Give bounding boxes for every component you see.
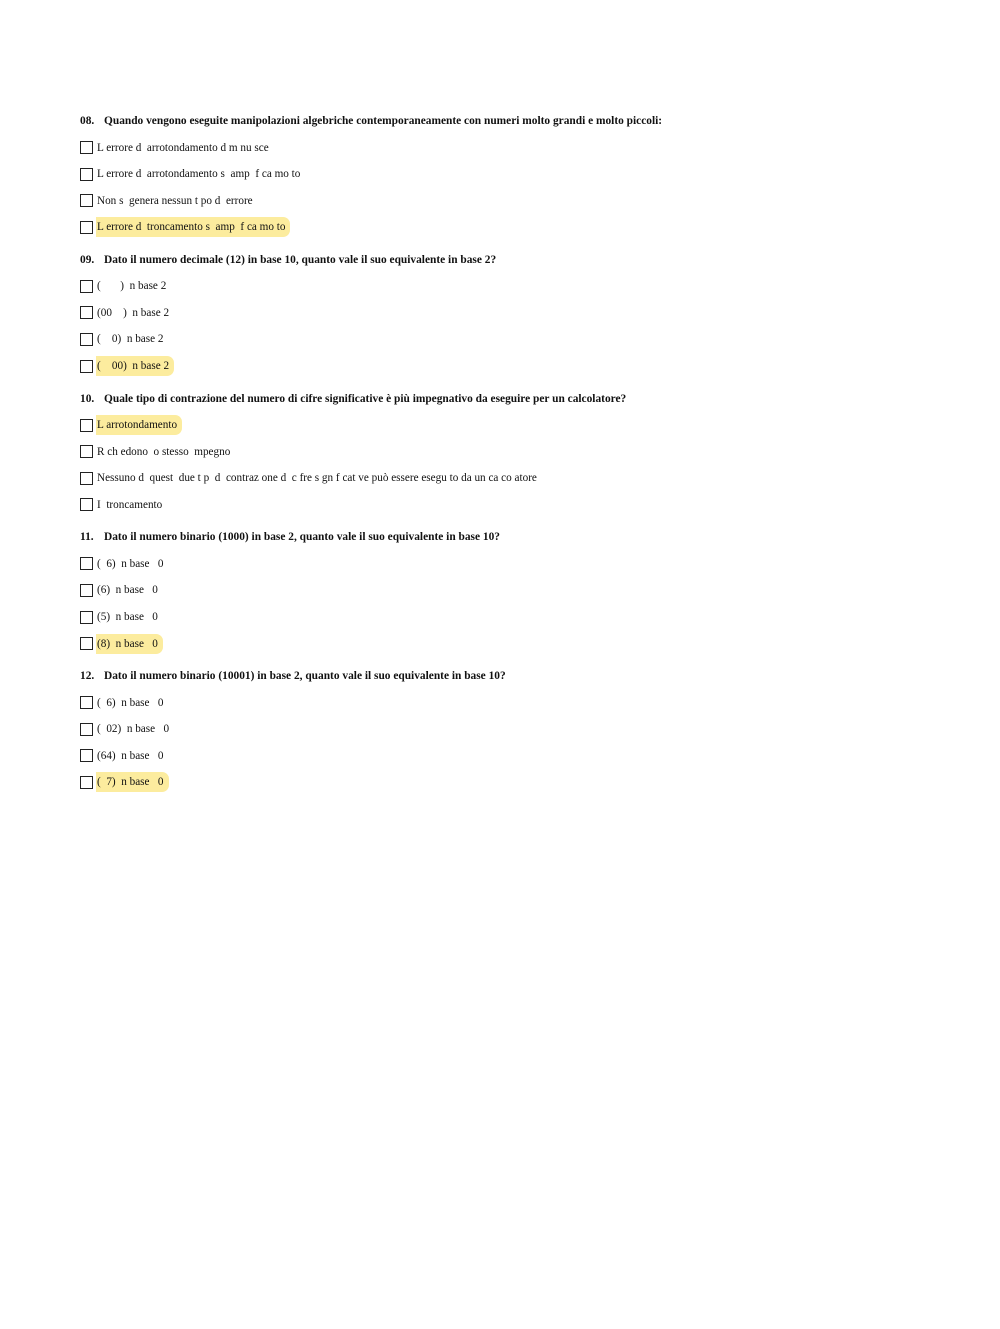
checkbox[interactable] [80, 611, 93, 624]
answer-option[interactable] [80, 694, 940, 712]
answer-option[interactable] [80, 555, 940, 573]
answer-option[interactable] [80, 443, 940, 461]
question-number: 12. [80, 670, 95, 683]
option-text: L errore d arrotondamento d m nu sce [97, 141, 269, 154]
option-text: ( 02) n base 0 [97, 723, 170, 736]
answer-option[interactable] [80, 720, 940, 738]
option-text: ( 7) n base 0 [96, 772, 169, 792]
option-text: (6) n base 0 [97, 584, 158, 597]
question-text: Dato il numero decimale (12) in base 10, quanto vale il suo equivalente in base 2? [104, 253, 497, 266]
question-11 [80, 528, 940, 652]
checkbox[interactable] [80, 333, 93, 346]
question-number: 09. [80, 253, 95, 266]
checkbox[interactable] [80, 749, 93, 762]
question-09 [80, 251, 940, 375]
option-text: (8) n base 0 [96, 634, 163, 654]
checkbox[interactable] [80, 306, 93, 319]
answer-option[interactable] [80, 608, 940, 626]
answer-option[interactable] [80, 469, 940, 487]
option-text: ( ) n base 2 [97, 280, 167, 293]
question-heading [80, 390, 940, 408]
question-text: Quale tipo di contrazione del numero di cifre significative è più impegnativo da eseguire per un calcolatore? [104, 392, 627, 405]
checkbox[interactable] [80, 194, 93, 207]
checkbox[interactable] [80, 472, 93, 485]
option-text: (00 ) n base 2 [97, 306, 170, 319]
answer-option[interactable] [80, 192, 940, 210]
option-text: ( 6) n base 0 [97, 557, 164, 570]
question-text: Dato il numero binario (10001) in base 2, quanto vale il suo equivalente in base 10? [104, 670, 506, 683]
checkbox[interactable] [80, 221, 93, 234]
option-text: Nessuno d quest due t p d contraz one d c fre s gn f cat ve può essere esegu to da un ca co atore [97, 472, 537, 485]
question-number: 08. [80, 115, 95, 127]
question-08 [80, 112, 940, 236]
checkbox[interactable] [80, 723, 93, 736]
question-heading [80, 528, 940, 546]
option-text: R ch edono o stesso mpegno [97, 445, 231, 458]
answer-option[interactable] [80, 357, 940, 375]
option-text: (64) n base 0 [97, 749, 164, 762]
option-text: (5) n base 0 [97, 611, 158, 624]
option-text: L errore d troncamento s amp f ca mo to [96, 217, 290, 237]
option-text: L arrotondamento [96, 415, 182, 435]
option-text: Non s genera nessun t po d errore [97, 194, 253, 207]
checkbox[interactable] [80, 445, 93, 458]
answer-option[interactable] [80, 330, 940, 348]
checkbox[interactable] [80, 419, 93, 432]
answer-option[interactable] [80, 304, 940, 322]
answer-option[interactable] [80, 165, 940, 183]
answer-option[interactable] [80, 277, 940, 295]
checkbox[interactable] [80, 776, 93, 789]
checkbox[interactable] [80, 557, 93, 570]
checkbox[interactable] [80, 637, 93, 650]
answer-option[interactable] [80, 139, 940, 157]
answer-option[interactable] [80, 496, 940, 514]
answer-option[interactable] [80, 416, 940, 434]
question-heading [80, 667, 940, 685]
answer-option[interactable] [80, 635, 940, 653]
question-text: Quando vengono eseguite manipolazioni algebriche contemporaneamente con numeri molto grandi e molto piccoli: [104, 115, 663, 127]
checkbox[interactable] [80, 584, 93, 597]
checkbox[interactable] [80, 696, 93, 709]
option-text: L errore d arrotondamento s amp f ca mo to [97, 168, 301, 181]
question-12 [80, 667, 940, 791]
question-heading [80, 112, 940, 130]
question-text: Dato il numero binario (1000) in base 2, quanto vale il suo equivalente in base 10? [104, 531, 500, 544]
question-heading [80, 251, 940, 269]
option-text: ( 6) n base 0 [97, 696, 164, 709]
checkbox[interactable] [80, 360, 93, 373]
option-text: ( 0) n base 2 [97, 333, 164, 346]
checkbox[interactable] [80, 498, 93, 511]
answer-option[interactable] [80, 581, 940, 599]
question-number: 10. [80, 392, 95, 405]
checkbox[interactable] [80, 141, 93, 154]
quiz-page [80, 112, 940, 806]
answer-option[interactable] [80, 747, 940, 765]
option-text: ( 00) n base 2 [96, 356, 174, 376]
question-number: 11. [80, 531, 94, 544]
checkbox[interactable] [80, 168, 93, 181]
answer-option[interactable] [80, 218, 940, 236]
checkbox[interactable] [80, 280, 93, 293]
question-10 [80, 390, 940, 514]
option-text: I troncamento [97, 498, 163, 511]
answer-option[interactable] [80, 773, 940, 791]
